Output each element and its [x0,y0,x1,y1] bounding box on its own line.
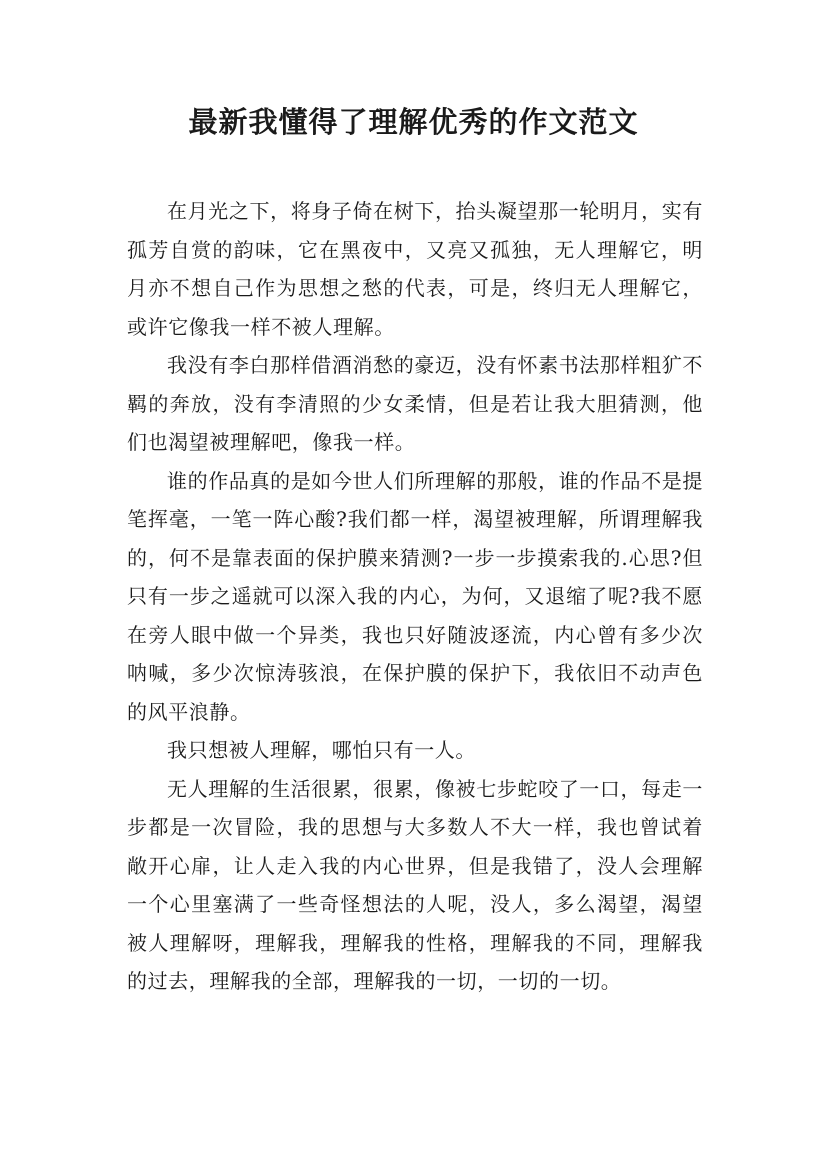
document-body [127,192,703,1001]
paragraph-4: 我只想被人理解，哪怕只有一人。 [167,738,476,762]
paragraph-2: 我没有李白那样借酒消愁的豪迈，没有怀素书法那样粗犷不羁的奔放，没有李清照的少女柔情，但是若让我大胆猜测，他们也渴望被理解吧，像我一样。 [127,353,703,454]
paragraph-1: 在月光之下，将身子倚在树下，抬头凝望那一轮明月，实有孤芳自赏的韵味，它在黑夜中，又亮又孤独，无人理解它，明月亦不想自己作为思想之愁的代表，可是，终归无人理解它，或许它像我一样不被人理解。 [127,199,703,339]
document-title: 最新我懂得了理解优秀的作文范文 [188,105,639,139]
paragraph-5: 无人理解的生活很累，很累，像被七步蛇咬了一口，每走一步都是一次冒险，我的思想与大多数人不大一样，我也曾试着敞开心扉，让人走入我的内心世界，但是我错了，没人会理解一个心里塞满了一些奇怪想法的人呢，没人，多么渴望，渴望被人理解呀，理解我，理解我的性格，理解我的不同，理解我的过去，理解我的全部，理解我的一切，一切的一切。 [127,776,703,993]
paragraph-3: 谁的作品真的是如今世人们所理解的那般，谁的作品不是提笔挥毫，一笔一阵心酸?我们都一样，渴望被理解，所谓理解我的，何不是靠表面的保护膜来猜测?一步一步摸索我的.心思?但只有一步之遥就可以深入我的内心，为何，又退缩了呢?我不愿在旁人眼中做一个异类，我也只好随波逐流，内心曾有多少次呐喊，多少次惊涛骇浪，在保护膜的保护下，我依旧不动声色的风平浪静。 [127,468,703,724]
